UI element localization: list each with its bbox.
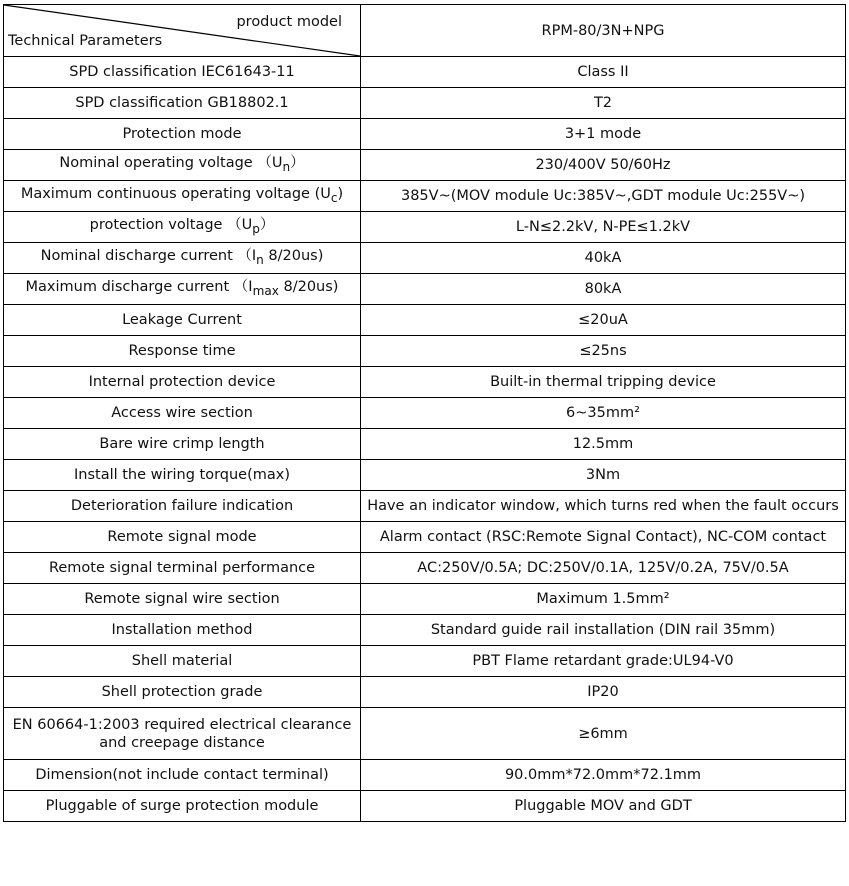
- param-cell: Remote signal terminal performance: [4, 553, 361, 584]
- table-row: [4, 243, 846, 274]
- value-cell: T2: [361, 88, 846, 119]
- param-subscript: n: [282, 159, 291, 174]
- param-cell: Installation method: [4, 615, 361, 646]
- param-cell: Protection mode: [4, 119, 361, 150]
- param-tail: 8/20us): [278, 279, 339, 296]
- param-cell: Shell protection grade: [4, 677, 361, 708]
- table-row: [4, 760, 846, 791]
- value-cell: 90.0mm*72.0mm*72.1mm: [361, 760, 846, 791]
- table-row: [4, 460, 846, 491]
- param-cell: Response time: [4, 336, 361, 367]
- param-cell: [4, 708, 361, 760]
- table-row: [4, 274, 846, 305]
- table-row: [4, 429, 846, 460]
- value-cell: 3Nm: [361, 460, 846, 491]
- param-cell: [4, 243, 361, 274]
- table-row: [4, 677, 846, 708]
- param-subscript: c: [330, 190, 338, 205]
- table-row: [4, 150, 846, 181]
- param-cell: [4, 274, 361, 305]
- param-subscript: n: [256, 252, 264, 267]
- value-cell: 230/400V 50/60Hz: [361, 150, 846, 181]
- param-cell: SPD classification GB18802.1: [4, 88, 361, 119]
- param-cell: [4, 150, 361, 181]
- table-row: [4, 584, 846, 615]
- value-cell: Class II: [361, 57, 846, 88]
- value-cell: AC:250V/0.5A; DC:250V/0.1A, 125V/0.2A, 75V/0.5A: [361, 553, 846, 584]
- table-row: [4, 398, 846, 429]
- param-cell: Dimension(not include contact terminal): [4, 760, 361, 791]
- param-cell: Deterioration failure indication: [4, 491, 361, 522]
- table-row: [4, 522, 846, 553]
- param-main: Nominal discharge current （I: [40, 248, 257, 265]
- param-main: Nominal operating voltage （U: [59, 155, 283, 172]
- value-cell: Pluggable MOV and GDT: [361, 791, 846, 822]
- value-cell: 40kA: [361, 243, 846, 274]
- param-cell: Shell material: [4, 646, 361, 677]
- param-cell: [4, 212, 361, 243]
- header-row: [4, 5, 846, 57]
- value-cell: ≤20uA: [361, 305, 846, 336]
- param-line-2: and creepage distance: [99, 734, 265, 751]
- table-row: [4, 491, 846, 522]
- param-cell: Internal protection device: [4, 367, 361, 398]
- value-cell: L-N≤2.2kV, N-PE≤1.2kV: [361, 212, 846, 243]
- param-cell: Bare wire crimp length: [4, 429, 361, 460]
- param-main: Maximum continuous operating voltage (U: [20, 186, 331, 203]
- header-diagonal-cell: [4, 5, 361, 57]
- value-cell: PBT Flame retardant grade:UL94-V0: [361, 646, 846, 677]
- table-row: [4, 553, 846, 584]
- value-cell: Standard guide rail installation (DIN rail 35mm): [361, 615, 846, 646]
- value-cell: Built-in thermal tripping device: [361, 367, 846, 398]
- table-row: [4, 708, 846, 760]
- param-cell: Pluggable of surge protection module: [4, 791, 361, 822]
- value-cell: ≥6mm: [361, 708, 846, 760]
- param-cell: Remote signal mode: [4, 522, 361, 553]
- param-tail: ): [337, 186, 344, 203]
- table-row: [4, 305, 846, 336]
- table-row: [4, 367, 846, 398]
- param-cell: Access wire section: [4, 398, 361, 429]
- table-row: [4, 88, 846, 119]
- value-cell: 385V~(MOV module Uc:385V~,GDT module Uc:255V~): [361, 181, 846, 212]
- param-cell: SPD classification IEC61643-11: [4, 57, 361, 88]
- table-row: [4, 336, 846, 367]
- param-tail: 8/20us): [263, 248, 324, 265]
- product-model-label: product model: [236, 14, 342, 30]
- table-row: [4, 119, 846, 150]
- technical-parameters-label: Technical Parameters: [8, 33, 163, 49]
- table-row: [4, 615, 846, 646]
- param-main: protection voltage （U: [89, 217, 253, 234]
- param-tail: ）: [290, 155, 305, 172]
- table-row: [4, 646, 846, 677]
- table-row: [4, 212, 846, 243]
- table-row: [4, 791, 846, 822]
- param-cell: Leakage Current: [4, 305, 361, 336]
- param-subscript: max: [252, 283, 279, 298]
- value-cell: Have an indicator window, which turns red when the fault occurs: [361, 491, 846, 522]
- value-cell: IP20: [361, 677, 846, 708]
- param-cell: Remote signal wire section: [4, 584, 361, 615]
- table-row: [4, 57, 846, 88]
- model-value: RPM-80/3N+NPG: [361, 5, 846, 57]
- value-cell: 6~35mm²: [361, 398, 846, 429]
- value-cell: ≤25ns: [361, 336, 846, 367]
- param-cell: Install the wiring torque(max): [4, 460, 361, 491]
- value-cell: 80kA: [361, 274, 846, 305]
- value-cell: Maximum 1.5mm²: [361, 584, 846, 615]
- spec-table: [3, 4, 846, 822]
- param-subscript: p: [252, 221, 260, 236]
- param-main: Maximum discharge current （I: [25, 279, 253, 296]
- table-row: [4, 181, 846, 212]
- param-line-1: EN 60664-1:2003 required electrical clearance: [12, 716, 352, 733]
- value-cell: Alarm contact (RSC:Remote Signal Contact), NC-COM contact: [361, 522, 846, 553]
- value-cell: 12.5mm: [361, 429, 846, 460]
- param-tail: ）: [259, 217, 275, 234]
- value-cell: 3+1 mode: [361, 119, 846, 150]
- param-cell: [4, 181, 361, 212]
